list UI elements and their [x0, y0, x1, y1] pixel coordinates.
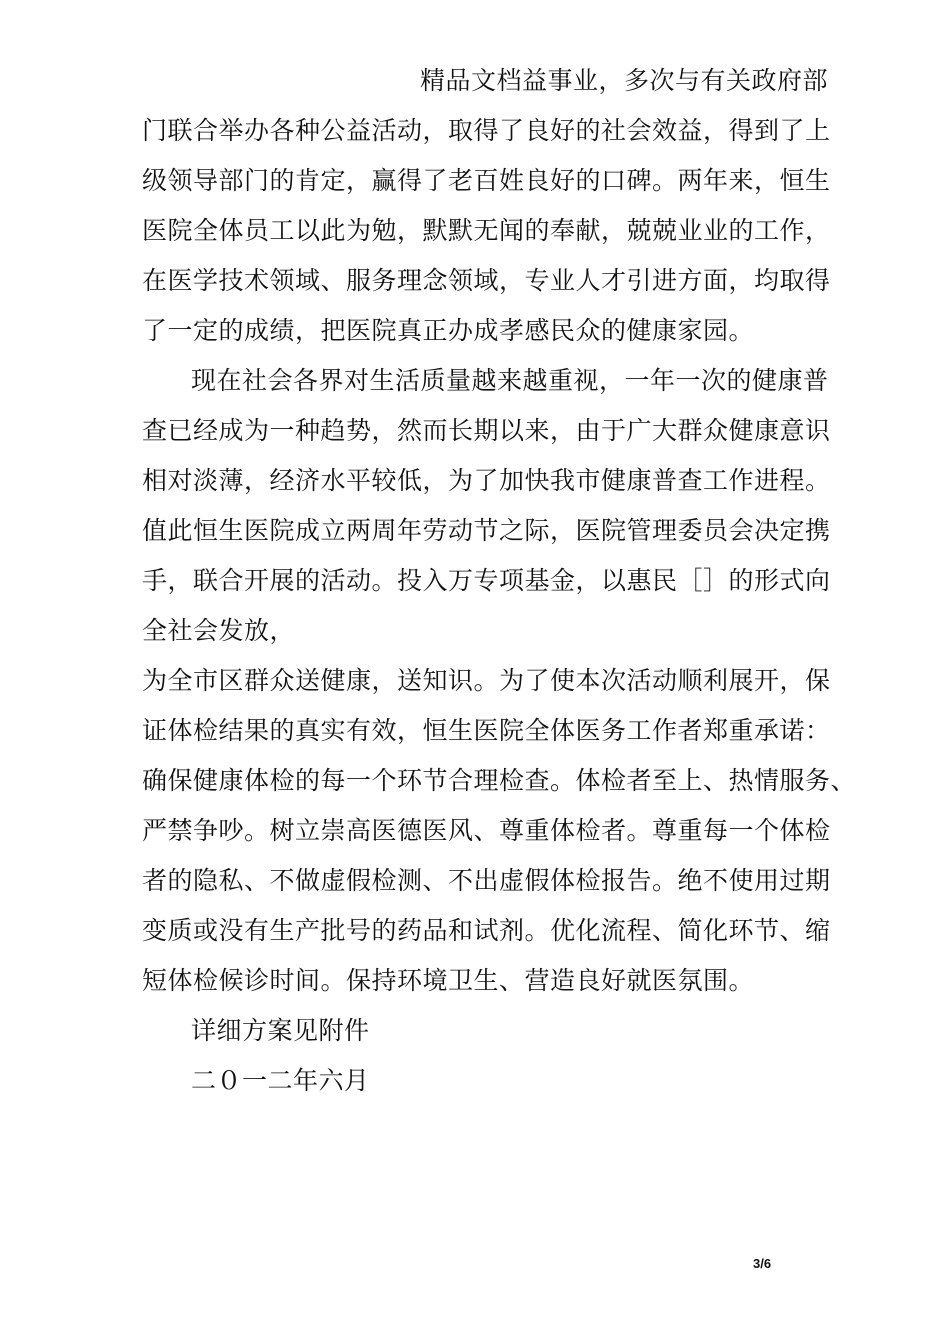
paragraph-3-line-4: 严禁争吵。树立崇高医德医风、尊重体检者。尊重每一个体检: [142, 816, 831, 845]
paragraph-2-line-5: 手，联合开展的活动。投入万专项基金，以惠民［］的形式向: [142, 566, 831, 595]
header-line: 精品文档益事业，多次与有关政府部: [420, 66, 829, 95]
paragraph-1-line-4: 在医学技术领域、服务理念领域，专业人才引进方面，均取得: [142, 266, 831, 295]
paragraph-1-line-3: 医院全体员工以此为勉，默默无闻的奉献，兢兢业业的工作，: [142, 216, 831, 245]
paragraph-3-line-6: 变质或没有生产批号的药品和试剂。优化流程、简化环节、缩: [142, 916, 831, 945]
page-number: 3/6: [753, 1256, 772, 1271]
paragraph-3-line-1: 为全市区群众送健康，送知识。为了使本次活动顺利展开，保: [142, 666, 831, 695]
paragraph-2-line-2: 查已经成为一种趋势，然而长期以来，由于广大群众健康意识: [142, 416, 831, 445]
paragraph-2-line-6: 全社会发放，: [142, 616, 296, 645]
attachment-note: 详细方案见附件: [191, 1016, 370, 1045]
paragraph-1-line-1: 门联合举办各种公益活动，取得了良好的社会效益，得到了上: [142, 116, 831, 145]
paragraph-1-line-2: 级领导部门的肯定，赢得了老百姓良好的口碑。两年来，恒生: [142, 166, 831, 195]
paragraph-3-line-2: 证体检结果的真实有效，恒生医院全体医务工作者郑重承诺：: [142, 716, 831, 745]
document-date: 二０一二年六月: [191, 1066, 370, 1095]
paragraph-3-line-5: 者的隐私、不做虚假检测、不出虚假体检报告。绝不使用过期: [142, 866, 831, 895]
paragraph-2-line-1: 现在社会各界对生活质量越来越重视，一年一次的健康普: [191, 366, 829, 395]
paragraph-2-line-3: 相对淡薄，经济水平较低，为了加快我市健康普查工作进程。: [142, 466, 831, 495]
paragraph-2-line-4: 值此恒生医院成立两周年劳动节之际，医院管理委员会决定携: [142, 516, 831, 545]
paragraph-3-line-3: 确保健康体检的每一个环节合理检查。体检者至上、热情服务、: [142, 766, 857, 795]
paragraph-1-line-5: 了一定的成绩，把医院真正办成孝感民众的健康家园。: [142, 316, 755, 345]
paragraph-3-line-7: 短体检候诊时间。保持环境卫生、营造良好就医氛围。: [142, 966, 755, 995]
